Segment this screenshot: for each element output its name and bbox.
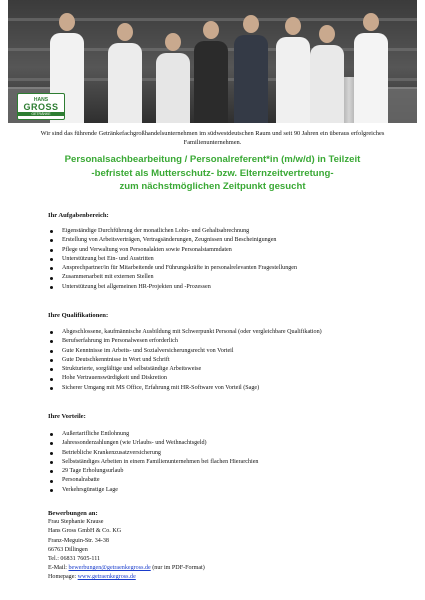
headline-line-2: -befristet als Mutterschutz- bzw. Elternzeitvertretung- — [91, 167, 334, 179]
list-item: Gute Kenntnisse im Arbeits- und Sozialversicherungsrecht von Vorteil — [48, 347, 408, 356]
team-photo — [8, 0, 417, 123]
list-item: Ansprechpartner/in für Mitarbeitende und Führungskräfte in personalrelevanten Fragestellungen — [48, 264, 408, 273]
contact-name: Frau Stephanie Krause — [48, 519, 104, 526]
logo-text-name: GROSS — [23, 101, 59, 112]
list-item: Personalrabatte — [48, 476, 408, 485]
list-item: Erstellung von Arbeitsverträgen, Vertragsänderungen, Zeugnissen und Bescheinigungen — [48, 236, 408, 245]
list-item: Außertarifliche Entlohnung — [48, 430, 408, 439]
job-headline — [20, 153, 405, 194]
web-label: Homepage: — [48, 574, 78, 581]
email-link[interactable]: bewerbungen@getraenkegross.de — [68, 565, 151, 572]
benefits-list — [48, 430, 408, 495]
qualifications-list — [48, 328, 408, 393]
company-intro: Wir sind das führende Getränkefachgroßhandelsunternehmen im südwestdeutschen Raum und seit 90 Jahren ein überaus erfolgreiches Familienunternehmen. — [40, 130, 385, 146]
team-member — [310, 25, 344, 123]
list-item: Selbstständiges Arbeiten in einem Familienunternehmen bei flachen Hierarchien — [48, 458, 408, 467]
email-label: E-Mail: — [48, 565, 69, 572]
headline-line-1: Personalsachbearbeitung / Personalreferent*in (m/w/d) in Teilzeit — [64, 154, 361, 165]
email-note: (nur im PDF-Format) — [150, 565, 205, 572]
logo-text-sub: GETRÄNKE — [18, 112, 64, 116]
list-item: 29 Tage Erholungsurlaub — [48, 467, 408, 476]
contact-title: Bewerbungen an: — [48, 510, 98, 517]
list-item: Sicherer Umgang mit MS Office, Erfahrung mit HR-Software von Vorteil (Sage) — [48, 384, 408, 393]
list-item: Hohe Vertrauenswürdigkeit und Diskretion — [48, 374, 408, 383]
contact-email-line — [48, 564, 378, 573]
team-member — [194, 21, 228, 123]
homepage-link[interactable]: www.getraenkegross.de — [77, 574, 136, 581]
list-item: Unterstützung bei Ein- und Austritten — [48, 255, 408, 264]
headline-line-3: zum nächstmöglichen Zeitpunkt gesucht — [119, 181, 306, 192]
contact-company: Hans Gross GmbH & Co. KG — [48, 528, 122, 535]
list-item: Abgeschlossene, kaufmännische Ausbildung mit Schwerpunkt Personal (oder vergleichbare Qualifikation) — [48, 328, 408, 337]
list-item: Eigenständige Durchführung der monatlichen Lohn- und Gehaltsabrechnung — [48, 227, 408, 236]
team-member — [108, 23, 142, 123]
list-item: Berufserfahrung im Personalwesen erforderlich — [48, 337, 408, 346]
list-item: Gute Deutschkenntnisse in Wort und Schrift — [48, 356, 408, 365]
contact-city: 66763 Dillingen — [48, 546, 88, 553]
list-item: Unterstützung bei allgemeinen HR-Projekten und -Prozessen — [48, 283, 408, 292]
list-item: Verkehrsgünstige Lage — [48, 486, 408, 495]
contact-phone: Tel.: 06831 7605-111 — [48, 556, 101, 563]
list-item: Pflege und Verwaltung von Personalakten sowie Personalstammdaten — [48, 246, 408, 255]
tasks-list — [48, 227, 408, 292]
contact-block — [48, 509, 378, 583]
list-item: Jahressonderzahlungen (wie Urlaubs- und Weihnachtsgeld) — [48, 439, 408, 448]
benefits-title: Ihre Vorteile: — [48, 413, 86, 420]
tasks-title: Ihr Aufgabenbereich: — [48, 212, 109, 219]
qualifications-title: Ihre Qualifikationen: — [48, 312, 109, 319]
company-logo — [17, 93, 65, 120]
team-member — [156, 33, 190, 123]
team-member — [276, 17, 310, 123]
team-member — [234, 15, 268, 123]
team-member — [354, 13, 388, 123]
list-item: Betriebliche Krankenzusatzversicherung — [48, 449, 408, 458]
contact-web-line — [48, 573, 378, 582]
list-item: Zusammenarbeit mit externen Stellen — [48, 273, 408, 282]
contact-street: Franz-Meguin-Str. 34-38 — [48, 537, 109, 544]
logo-text-top: HANS — [33, 96, 49, 103]
list-item: Strukturierte, sorgfältige und selbstständige Arbeitsweise — [48, 365, 408, 374]
